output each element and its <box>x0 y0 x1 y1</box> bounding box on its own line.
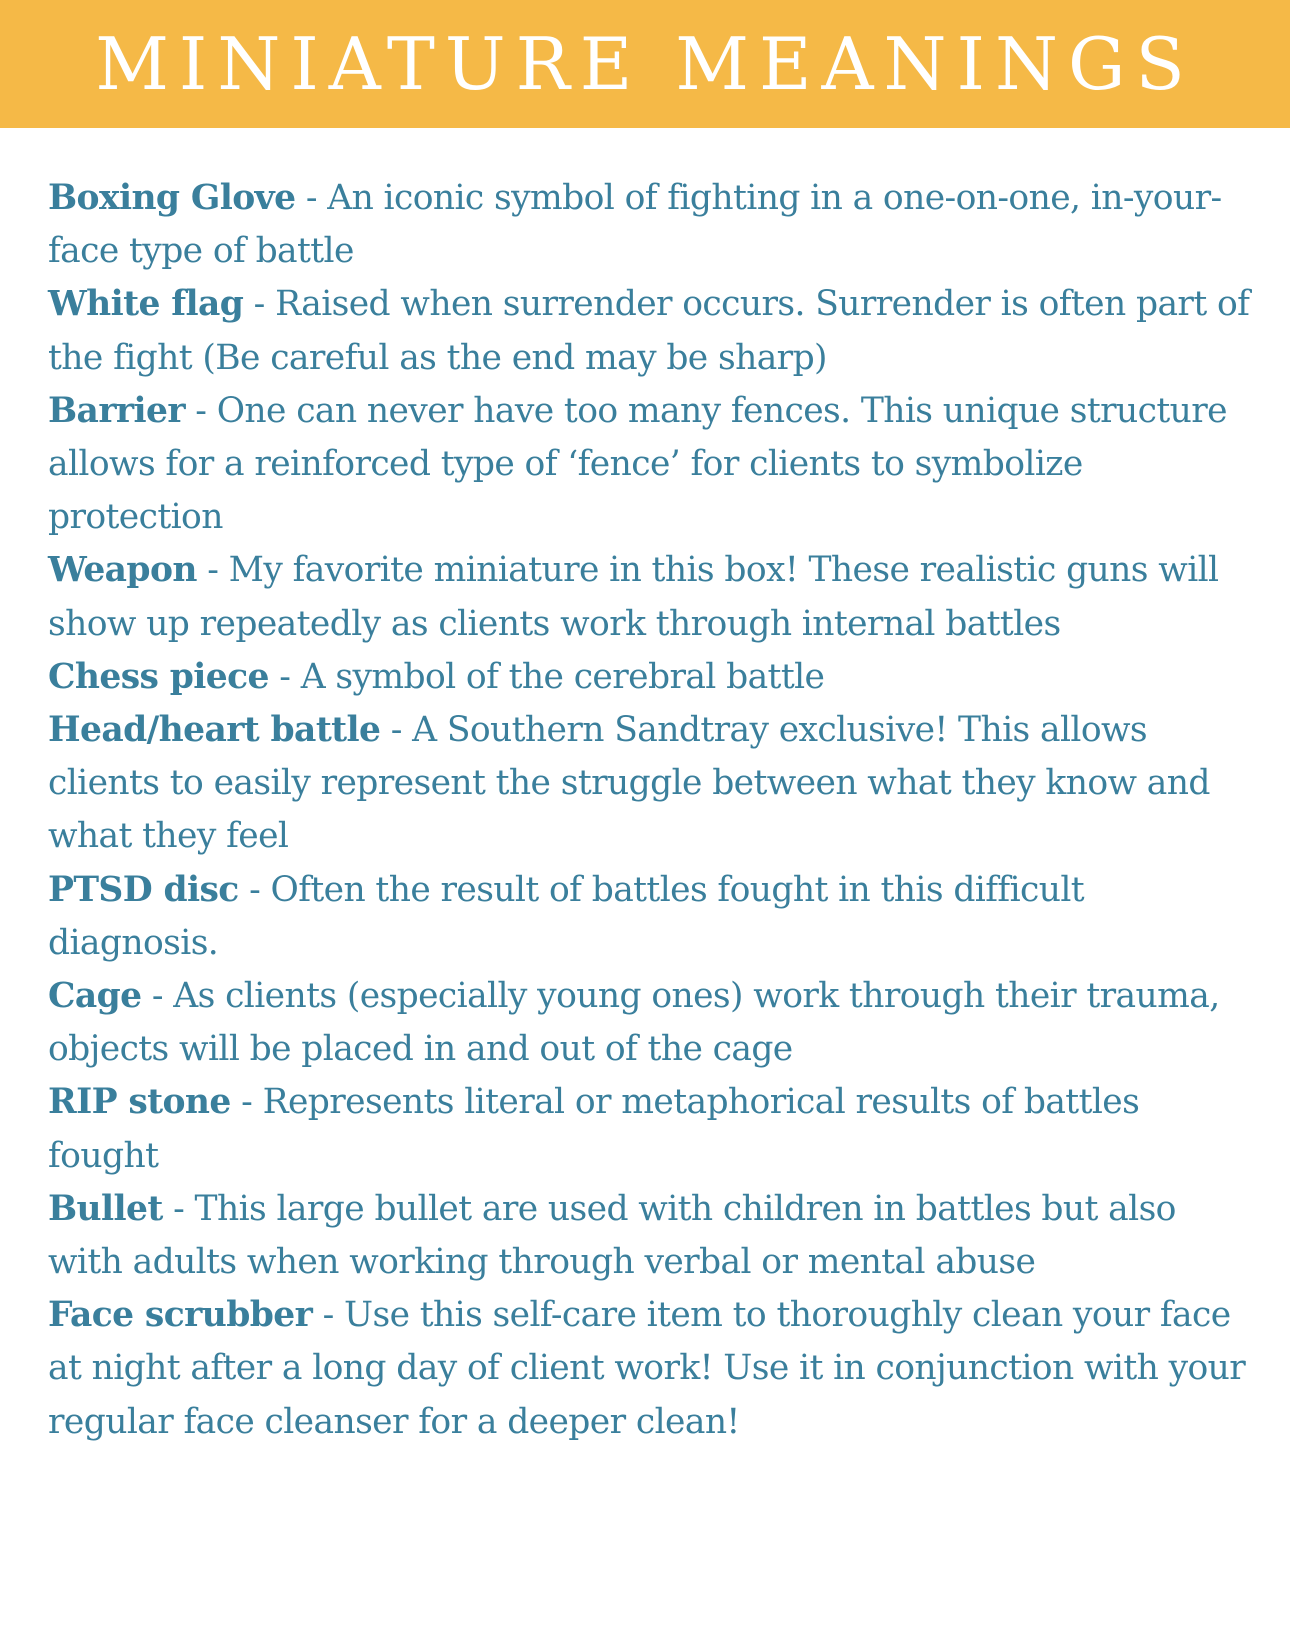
list-item <box>48 704 1258 864</box>
miniature-description: An iconic symbol of fighting in a one-on-one, in-your-face type of battle <box>48 178 1222 272</box>
miniature-name: Weapon <box>48 550 197 591</box>
separator: - <box>184 390 217 431</box>
miniature-description: A Southern Sandtray exclusive! This allows clients to easily represent the struggle between what they know and what they feel <box>48 710 1210 857</box>
miniature-description: This large bullet are used with children in battles but also with adults when working through verbal or mental abuse <box>48 1188 1176 1283</box>
list-item <box>48 385 1258 545</box>
miniature-description: Represents literal or metaphorical results of battles fought <box>48 1082 1140 1176</box>
separator: - <box>380 710 413 751</box>
separator: - <box>243 284 276 325</box>
list-item <box>48 1289 1258 1449</box>
miniature-name: White flag <box>48 284 244 325</box>
miniature-description: My favorite miniature in this box! These realistic guns will show up repeatedly as clients work through internal battles <box>48 550 1219 644</box>
miniature-description: Often the result of battles fought in this difficult diagnosis. <box>48 869 1085 963</box>
separator: - <box>268 656 301 697</box>
miniature-name: PTSD disc <box>48 869 239 910</box>
miniature-description: Use this self-care item to thoroughly clean your face at night after a long day of client work! Use it in conjunction with your regular face cleanser for a deeper clean! <box>48 1295 1246 1442</box>
separator: - <box>312 1295 344 1336</box>
list-item <box>48 278 1258 384</box>
miniature-name: Face scrubber <box>48 1295 313 1336</box>
separator: - <box>196 550 229 591</box>
list-item <box>48 970 1258 1076</box>
list-item <box>48 1183 1258 1289</box>
miniature-name: Barrier <box>48 390 185 431</box>
miniature-name: Head/heart battle <box>48 710 381 751</box>
miniature-description: Raised when surrender occurs. Surrender is often part of the fight (Be careful as the end may be sharp) <box>48 284 1250 378</box>
list-item <box>48 172 1258 278</box>
separator: - <box>295 178 328 218</box>
miniature-list <box>48 172 1258 1449</box>
separator: - <box>162 1188 195 1229</box>
miniature-description: A symbol of the cerebral battle <box>300 656 825 697</box>
list-item <box>48 864 1258 970</box>
miniature-name: Boxing Glove <box>48 178 296 218</box>
list-item <box>48 1076 1258 1182</box>
miniature-name: Bullet <box>48 1188 163 1229</box>
list-item <box>48 544 1258 650</box>
miniature-description: One can never have too many fences. This unique structure allows for a reinforced type of ‘fence’ for clients to symbolize protection <box>48 390 1227 538</box>
miniature-name: Cage <box>48 976 142 1017</box>
miniature-name: RIP stone <box>48 1082 231 1123</box>
separator: - <box>141 976 174 1017</box>
separator: - <box>238 869 271 910</box>
miniature-name: Chess piece <box>48 656 269 697</box>
header-banner <box>0 0 1290 128</box>
page-title: MINIATURE MEANINGS <box>95 22 1195 106</box>
miniature-description: As clients (especially young ones) work through their trauma, objects will be placed in and out of the cage <box>48 976 1220 1070</box>
list-item <box>48 651 1258 704</box>
separator: - <box>230 1082 263 1123</box>
